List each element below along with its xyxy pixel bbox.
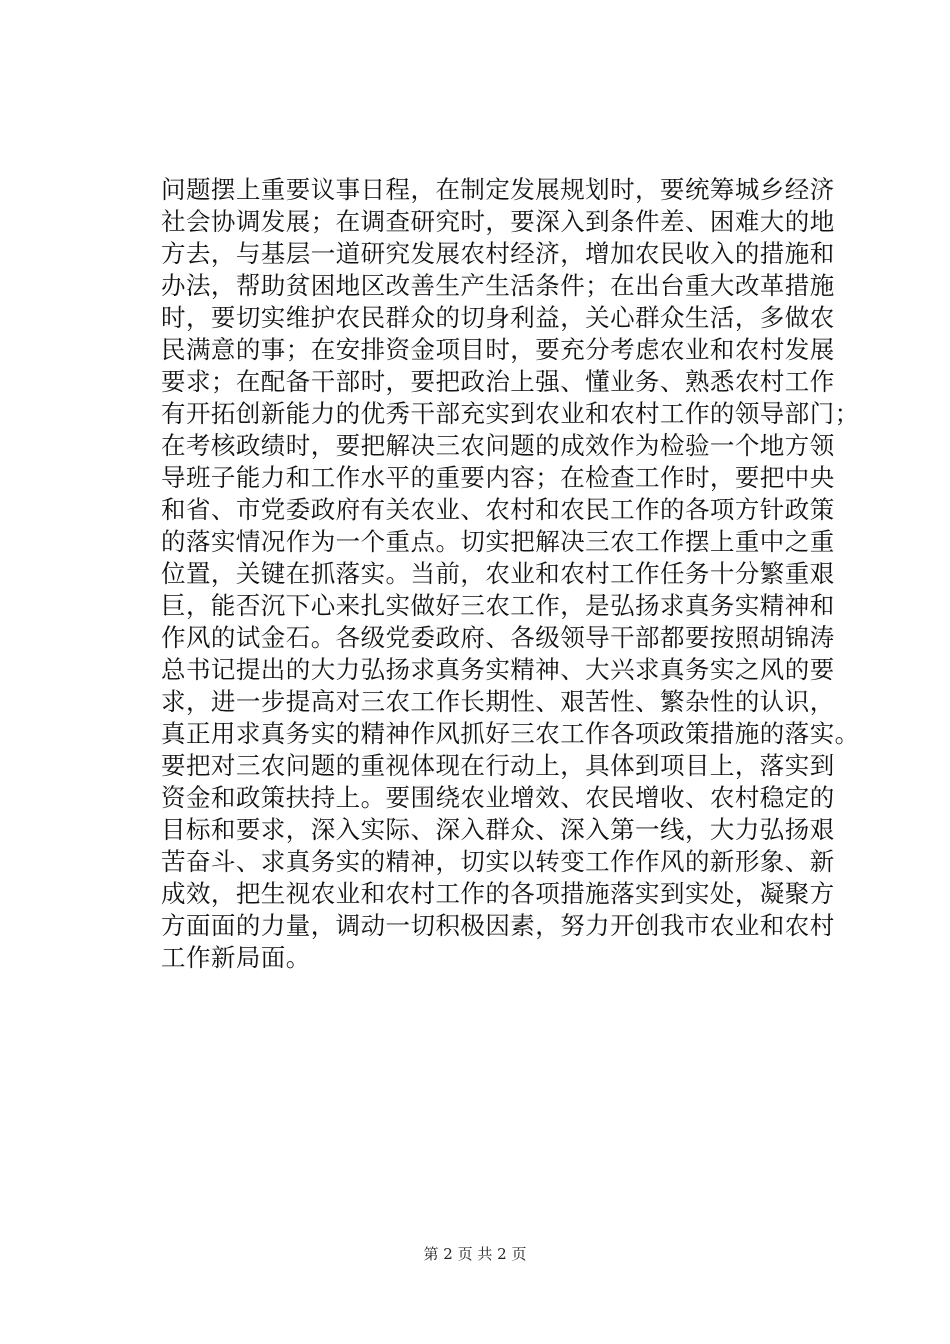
text-line: 巨，能否沉下心来扎实做好三农工作，是弘扬求真务实精神和 <box>161 591 835 620</box>
text-line: 作风的试金石。各级党委政府、各级领导干部都要按照胡锦涛 <box>161 623 835 652</box>
text-line: 总书记提出的大力弘扬求真务实精神、大兴求真务实之风的要 <box>161 655 835 684</box>
text-line: 方面面的力量，调动一切积极因素，努力开创我市农业和农村 <box>161 911 835 940</box>
text-line: 目标和要求，深入实际、深入群众、深入第一线，大力弘扬艰 <box>161 815 835 844</box>
text-line: 问题摆上重要议事日程，在制定发展规划时，要统筹城乡经济 <box>161 175 835 204</box>
page-number-footer: 第 2 页 共 2 页 <box>423 1245 527 1263</box>
text-line: 位置，关键在抓落实。当前，农业和农村工作任务十分繁重艰 <box>161 559 835 588</box>
text-line: 真正用求真务实的精神作风抓好三农工作各项政策措施的落实。 <box>161 719 860 748</box>
text-line: 要求；在配备干部时，要把政治上强、懂业务、熟悉农村工作 <box>161 367 835 396</box>
text-line: 有开拓创新能力的优秀干部充实到农业和农村工作的领导部门； <box>161 399 860 428</box>
text-line: 成效，把生视农业和农村工作的各项措施落实到实处，凝聚方 <box>161 879 835 908</box>
text-line: 苦奋斗、求真务实的精神，切实以转变工作作风的新形象、新 <box>161 847 835 876</box>
text-line: 方去，与基层一道研究发展农村经济，增加农民收入的措施和 <box>161 239 835 268</box>
text-line: 和省、市党委政府有关农业、农村和农民工作的各项方针政策 <box>161 495 835 524</box>
text-line: 办法，帮助贫困地区改善生产生活条件；在出台重大改革措施 <box>161 271 835 300</box>
text-line: 工作新局面。 <box>161 943 311 972</box>
text-line: 要把对三农问题的重视体现在行动上，具体到项目上，落实到 <box>161 751 835 780</box>
text-line: 的落实情况作为一个重点。切实把解决三农工作摆上重中之重 <box>161 527 835 556</box>
text-line: 求，进一步提高对三农工作长期性、艰苦性、繁杂性的认识， <box>161 687 835 716</box>
text-line: 社会协调发展；在调查研究时，要深入到条件差、困难大的地 <box>161 207 835 236</box>
text-line: 民满意的事；在安排资金项目时，要充分考虑农业和农村发展 <box>161 335 835 364</box>
text-line: 资金和政策扶持上。要围绕农业增效、农民增收、农村稳定的 <box>161 783 835 812</box>
text-line: 时，要切实维护农民群众的切身利益，关心群众生活，多做农 <box>161 303 835 332</box>
text-line: 导班子能力和工作水平的重要内容；在检查工作时，要把中央 <box>161 463 835 492</box>
body-paragraph <box>161 174 860 974</box>
text-line: 在考核政绩时，要把解决三农问题的成效作为检验一个地方领 <box>161 431 835 460</box>
